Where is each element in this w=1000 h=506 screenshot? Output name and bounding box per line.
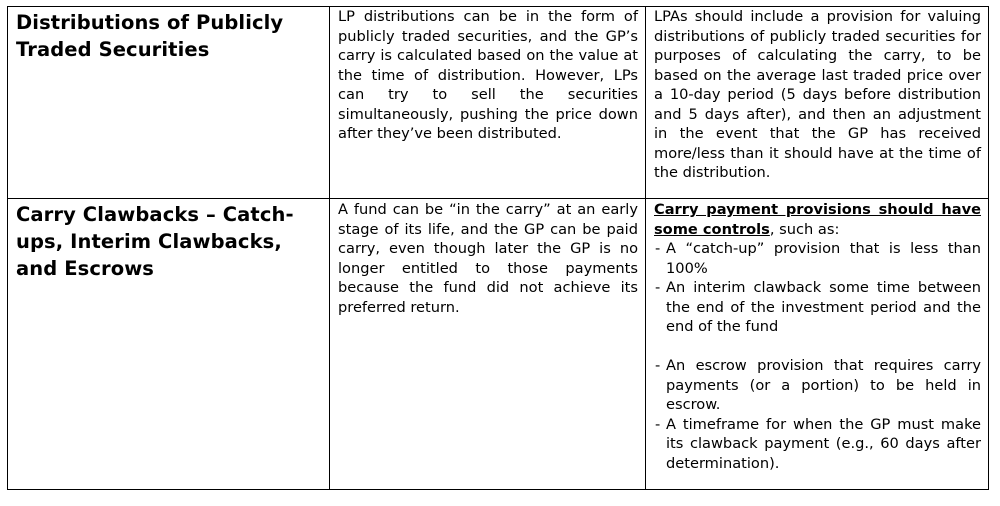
list-item-text: A “catch-up” provision that is less than 100%	[666, 240, 981, 277]
table-row	[8, 199, 989, 490]
issue-text: LP distributions can be in the form of publicly traded securities, and the GP’s carry is calculated based on the value at the time of distribution. However, LPs can try to sell the securities simultaneously, pushing the price down after they’ve been distributed.	[338, 8, 638, 142]
recommendation-cell	[646, 7, 989, 199]
topic-cell	[8, 7, 330, 199]
list-item	[654, 239, 981, 278]
issue-cell	[330, 7, 646, 199]
list-item-text: An interim clawback some time between the end of the investment period and the end of the fund	[666, 279, 981, 335]
carry-provisions-table	[7, 6, 989, 490]
recommendation-block	[646, 199, 988, 473]
row-topic-heading: Distributions of Publicly Traded Securities	[16, 11, 284, 61]
list-item	[654, 278, 981, 337]
row-topic-heading: Carry Clawbacks – Catch-ups, Interim Clawbacks, and Escrows	[16, 203, 294, 280]
dash-bullet-icon: -	[655, 279, 661, 296]
table-row	[8, 7, 989, 199]
dash-bullet-icon: -	[655, 240, 661, 257]
list-item	[654, 415, 981, 474]
recommendation-cell	[646, 199, 989, 490]
recommendation-intro	[654, 200, 981, 239]
issue-cell	[330, 199, 646, 490]
list-item-text: An escrow provision that requires carry payments (or a portion) to be held in escrow.	[666, 357, 981, 413]
recommendation-lead-suffix: , such as:	[769, 220, 840, 238]
controls-list	[654, 239, 981, 473]
recommendation-text: LPAs should include a provision for valuing distributions of publicly traded securities for purposes of calculating the carry, to be based on the average last traded price over a 10-day period (5 days before distribution and 5 days after), and then an adjustment in the event that the GP has received more/less than it should have at the time of the distribution.	[654, 8, 981, 181]
recommendation-lead: Carry payment provisions should have some controls	[654, 201, 981, 238]
topic-cell	[8, 199, 330, 490]
dash-bullet-icon: -	[655, 415, 661, 433]
dash-bullet-icon: -	[655, 357, 661, 374]
list-item	[654, 356, 981, 415]
issue-text: A fund can be “in the carry” at an early stage of its life, and the GP can be paid carry, even though later the GP is no longer entitled to those payments because the fund did not achieve its preferred return.	[338, 201, 638, 316]
list-item-text: A timeframe for when the GP must make its clawback payment (e.g., 60 days after determination).	[666, 415, 981, 472]
